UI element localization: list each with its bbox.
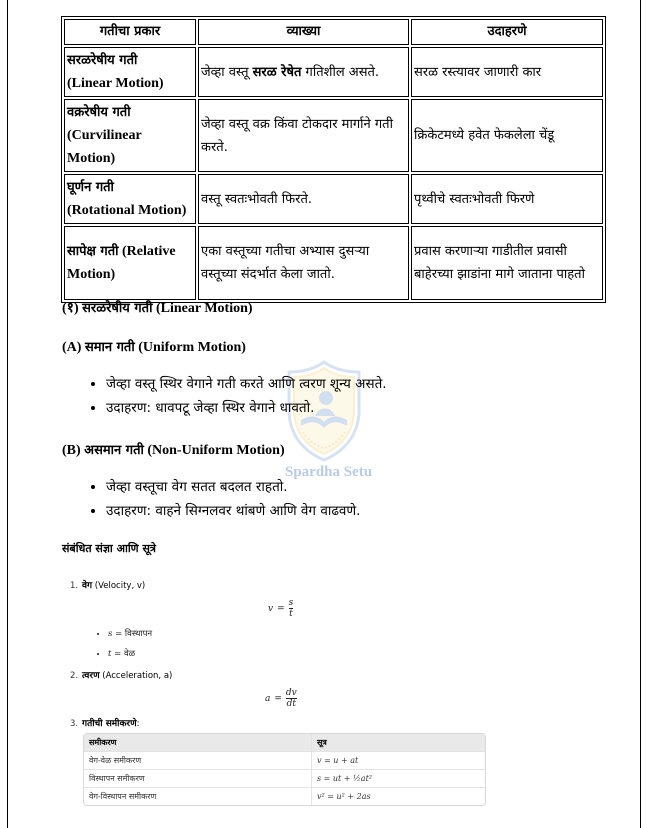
type-marathi: वक्ररेषीय गती <box>67 105 131 120</box>
table-row <box>64 174 603 224</box>
equation-formula: v = u + at <box>312 752 486 770</box>
equations-table-container <box>83 733 486 806</box>
definition-cell: एका वस्तूच्या गतीचा अभ्यास दुसऱ्या वस्तूच्या संदर्भात केला जातो. <box>198 226 409 300</box>
heading-english: (Linear Motion) <box>152 301 253 316</box>
motion-types-table <box>61 16 606 303</box>
list-item <box>108 624 152 644</box>
list-item-velocity <box>70 578 145 591</box>
example-cell: प्रवास करणाऱ्या गाडीतील प्रवासी बाहेरच्या झाडांना मागे जाताना पाहतो <box>411 226 603 300</box>
heading-english: (Non-Uniform Motion) <box>143 443 285 458</box>
table-row <box>64 47 603 97</box>
table-header-row <box>64 19 603 45</box>
equation-formula: v² = u² + 2as <box>312 788 486 806</box>
item-number: 2. <box>70 671 79 681</box>
definition-text-end: गतिशील असते. <box>301 64 380 80</box>
formula-equals: = <box>277 603 285 614</box>
fraction <box>289 598 294 619</box>
header-equation: समीकरण <box>84 734 312 752</box>
item-number: 3. <box>70 719 79 729</box>
definition-cell: वस्तू स्वतःभोवती फिरते. <box>198 174 409 224</box>
variable-symbol: t <box>108 649 112 659</box>
heading-marathi: असमान गती <box>84 443 144 458</box>
variable-description: = विस्थापन <box>112 629 153 639</box>
definition-bold-text: सरळ रेषेत <box>252 64 302 80</box>
item-title-marathi: त्वरण <box>82 671 100 681</box>
section-uniform-motion-heading <box>62 337 246 356</box>
fraction <box>286 688 297 709</box>
item-title-english: (Acceleration, a) <box>99 671 173 681</box>
heading-english: (Uniform Motion) <box>134 340 246 355</box>
equation-formula: s = ut + ½at² <box>312 770 486 788</box>
type-marathi: सापेक्ष गती <box>67 244 119 259</box>
table-header-row <box>84 734 485 752</box>
fraction-denominator: dt <box>286 699 297 709</box>
list-item-acceleration <box>70 668 172 681</box>
table-row <box>64 99 603 172</box>
type-marathi: घूर्णन गती <box>67 180 114 195</box>
fraction-numerator: s <box>288 598 294 608</box>
variable-description: = वेळ <box>111 649 136 659</box>
table-row <box>84 770 485 788</box>
heading-marathi: समान गती <box>84 340 135 355</box>
equations-table <box>84 734 485 805</box>
type-english: (Curvilinear Motion) <box>67 128 142 166</box>
equation-name: वेग-वेळ समीकरण <box>84 752 312 770</box>
heading-prefix: (A) <box>62 340 85 355</box>
motion-type-cell <box>64 174 196 224</box>
item-number: 1. <box>70 581 79 591</box>
equation-name: विस्थापन समीकरण <box>84 770 312 788</box>
motion-type-cell <box>64 99 196 172</box>
list-item <box>108 644 152 664</box>
header-definition: व्याख्या <box>198 19 409 45</box>
type-english: (Linear Motion) <box>67 76 164 91</box>
item-title-marathi: गतीची समीकरणे <box>82 719 137 729</box>
formula-lhs: a <box>265 693 271 704</box>
velocity-formula <box>268 598 293 619</box>
item-title-english: : <box>136 719 140 729</box>
list-item: • जेव्हा वस्तू स्थिर वेगाने गती करते आणि त्वरण शून्य असते. <box>106 372 387 396</box>
item-title-marathi: वेग <box>82 581 93 591</box>
type-english: (Rotational Motion) <box>67 203 187 218</box>
formula-equals: = <box>274 693 282 704</box>
fraction-denominator: t <box>289 609 293 619</box>
uniform-motion-list <box>84 372 387 420</box>
example-cell: क्रिकेटमध्ये हवेत फेकलेला चेंडू <box>411 99 603 172</box>
example-cell: सरळ रस्त्यावर जाणारी कार <box>411 47 603 97</box>
list-item: • उदाहरण: वाहने सिग्नलवर थांबणे आणि वेग वाढवणे. <box>106 499 360 523</box>
item-title-english: (Velocity, v) <box>92 581 146 591</box>
example-cell: पृथ्वीचे स्वतःभोवती फिरणे <box>411 174 603 224</box>
velocity-variables-list <box>96 624 152 664</box>
table-row <box>64 226 603 300</box>
header-formula: सूत्र <box>312 734 486 752</box>
table-row <box>84 752 485 770</box>
equation-name: वेग-विस्थापन समीकरण <box>84 788 312 806</box>
motion-type-cell <box>64 47 196 97</box>
section-non-uniform-motion-heading <box>62 440 285 459</box>
definition-text: जेव्हा वस्तू <box>201 64 253 80</box>
list-item: • उदाहरण: धावपटू जेव्हा स्थिर वेगाने धावतो. <box>106 396 387 420</box>
list-item: • जेव्हा वस्तूचा वेग सतत बदलत राहतो. <box>106 475 360 499</box>
fraction-numerator: dv <box>285 688 297 698</box>
non-uniform-motion-list <box>84 475 360 523</box>
definition-cell: जेव्हा वस्तू वक्र किंवा टोकदार मार्गाने गती करते. <box>198 99 409 172</box>
watermark-text: Spardha Setu <box>285 464 373 480</box>
motion-type-cell <box>64 226 196 300</box>
table-row <box>84 788 485 806</box>
definition-cell <box>198 47 409 97</box>
type-marathi: सरळरेषीय गती <box>67 53 138 68</box>
header-motion-type: गतीचा प्रकार <box>64 19 196 45</box>
list-item-equations-of-motion <box>70 716 139 729</box>
section-linear-motion-heading <box>62 298 253 317</box>
variable-symbol: s <box>108 629 113 639</box>
type-english: (Relative Motion) <box>67 244 176 282</box>
acceleration-formula <box>265 688 297 709</box>
related-terms-heading: संबंधित संज्ञा आणि सूत्रे <box>62 542 156 555</box>
heading-prefix: (१) <box>62 301 83 316</box>
heading-prefix: (B) <box>62 443 85 458</box>
heading-marathi: सरळरेषीय गती <box>82 301 153 316</box>
header-examples: उदाहरणे <box>411 19 603 45</box>
formula-lhs: v <box>268 603 274 614</box>
